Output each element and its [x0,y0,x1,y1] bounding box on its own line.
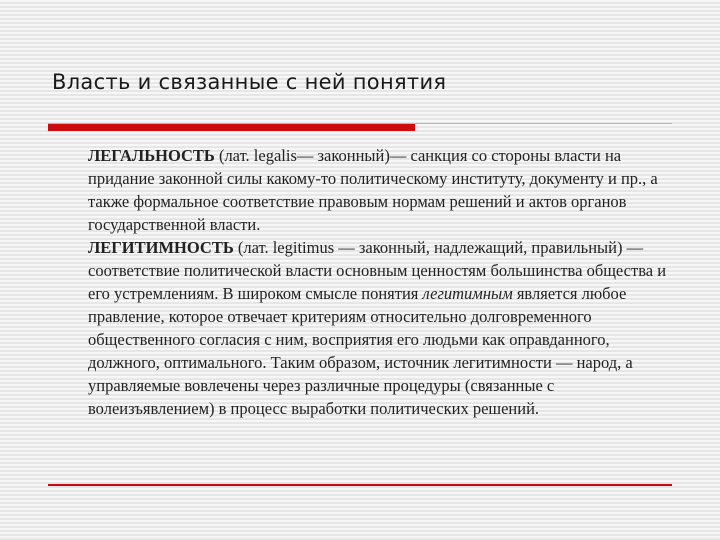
legitimacy-definition-start: (лат. legitimus — законный, надлежащий, правильный) — соответствие политической власти основным ценностям большинства общества и его устремлениям. В широком смысле понятия [88,238,667,303]
legitimacy-italic-word: легитимным [422,284,513,303]
slide-title: Власть и связанные с ней понятия [52,70,447,94]
slide-body [88,144,668,420]
legitimacy-term: ЛЕГИТИМНОСТЬ [88,238,234,257]
legality-paragraph [88,144,668,236]
legitimacy-paragraph [88,236,668,420]
legality-term: ЛЕГАЛЬНОСТЬ [88,146,215,165]
title-accent-bar [48,124,415,131]
legality-definition: (лат. legalis— законный)— санкция со стороны власти на придание законной силы какому-то политическому институту, документу и пр., а также формальное соответствие правовым нормам решений и актов органов государственной власти. [88,146,658,234]
legitimacy-definition-end: является любое правление, которое отвечает критериям относительно долговременного общественного согласия с ним, восприятия его людьми как оправданного, должного, оптимального. Таким образом, источник легитимности — народ, а управляемые вовлечены через различные процедуры (связанные с волеизъявлением) в процесс выработки политических решений. [88,284,633,418]
bottom-accent-line [48,484,672,486]
